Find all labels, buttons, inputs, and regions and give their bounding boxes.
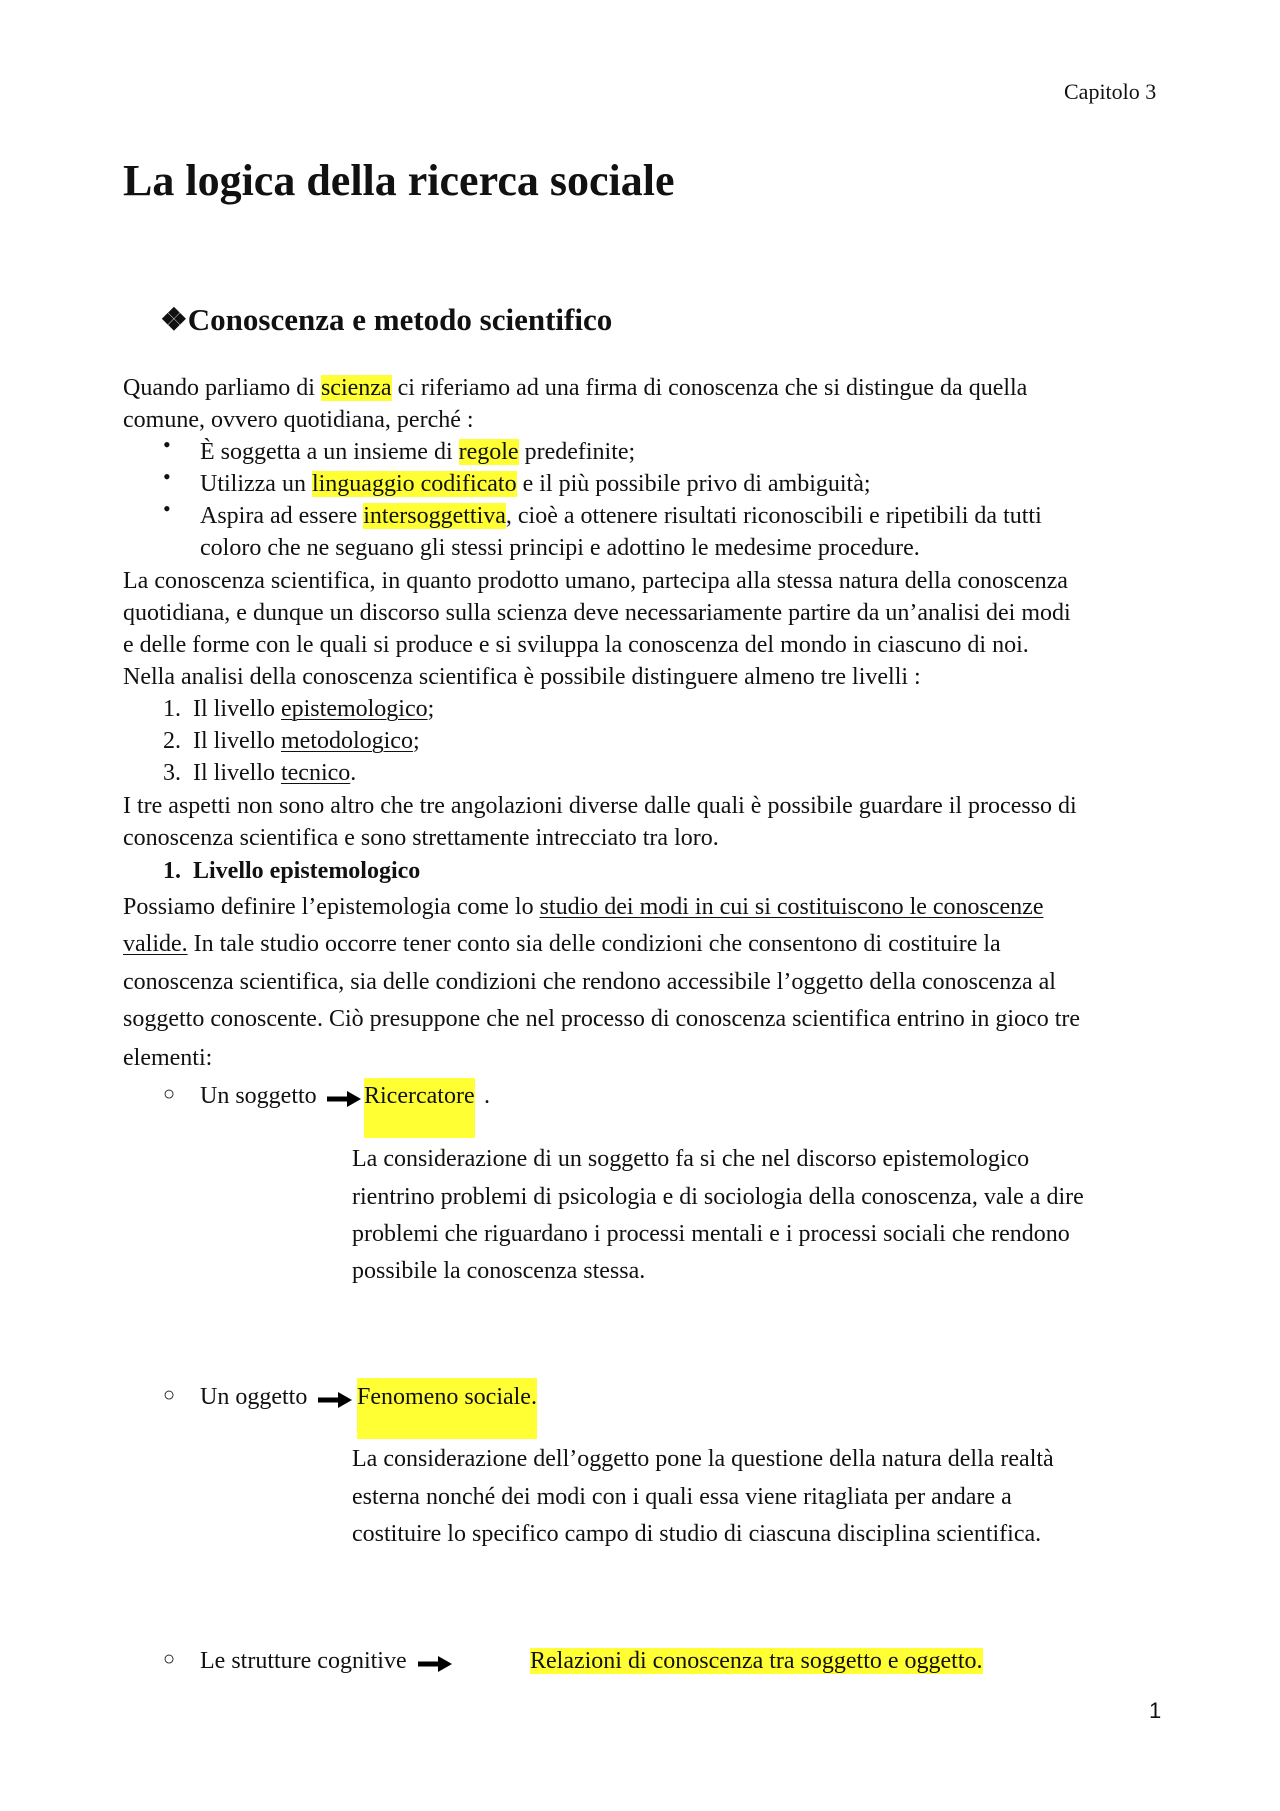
section-heading-text: Conoscenza e metodo scientifico <box>187 302 613 337</box>
list-item: Aspira ad essere intersoggettiva, cioè a ottenere risultati riconoscibili e ripetibili da tutti <box>200 503 1042 529</box>
level-item: 1. Il livello epistemologico; <box>163 696 435 722</box>
paragraph-line: conoscenza scientifica, sia delle condizioni che rendono accessibile l’oggetto della conoscenza al <box>123 969 1056 995</box>
intro-text: Quando parliamo di <box>123 375 321 401</box>
bullet-dot-icon: • <box>163 464 171 489</box>
chapter-label: Capitolo 3 <box>1064 79 1157 104</box>
element-description: La considerazione di un soggetto fa si che nel discorso epistemologico <box>352 1146 1030 1172</box>
element-label: Le strutture cognitive <box>200 1648 407 1674</box>
bullet-dot-icon: • <box>163 432 171 457</box>
element-label: Un soggetto <box>200 1083 317 1109</box>
paragraph-line: elementi: <box>123 1045 213 1071</box>
element-description: La considerazione dell’oggetto pone la questione della natura della realtà <box>352 1446 1054 1472</box>
circle-bullet-icon: ○ <box>163 1384 176 1406</box>
list-item: È soggetta a un insieme di regole predefinite; <box>200 439 636 465</box>
paragraph-line: I tre aspetti non sono altro che tre angolazioni diverse dalle quali è possibile guardare il processo di <box>123 793 1077 819</box>
subheading: 1. Livello epistemologico <box>163 858 421 884</box>
circle-bullet-icon: ○ <box>163 1648 176 1670</box>
highlight-scienza: scienza <box>320 375 392 401</box>
highlight-intersoggettiva: intersoggettiva <box>363 503 506 529</box>
list-item-continuation: coloro che ne seguano gli stessi principi e adottino le medesime procedure. <box>200 535 920 561</box>
arrow-right-icon <box>318 1392 352 1408</box>
element-description: esterna nonché dei modi con i quali essa viene ritagliata per andare a <box>352 1484 1012 1510</box>
intro-text: ci riferiamo ad una firma di conoscenza che si distingue da quella <box>391 375 1028 401</box>
highlight-ricercatore: Ricercatore <box>364 1078 475 1138</box>
element-target <box>530 1645 983 1677</box>
bullet-dot-icon: • <box>163 496 171 521</box>
highlight-fenomeno-sociale: Fenomeno sociale. <box>357 1378 537 1439</box>
arrow-right-icon <box>327 1091 361 1107</box>
page-title: La logica della ricerca sociale <box>123 156 675 205</box>
page-number: 1 <box>1149 1698 1162 1723</box>
highlight-linguaggio: linguaggio codificato <box>311 471 517 497</box>
element-description: rientrino problemi di psicologia e di sociologia della conoscenza, vale a dire <box>352 1184 1084 1210</box>
element-description: possibile la conoscenza stessa. <box>352 1258 646 1284</box>
intro-line-1 <box>123 372 1027 404</box>
level-item: 2. Il livello metodologico; <box>163 728 420 754</box>
paragraph-line: La conoscenza scientifica, in quanto prodotto umano, partecipa alla stessa natura della conoscenza <box>123 568 1068 594</box>
highlight-relazioni: Relazioni di conoscenza tra soggetto e oggetto. <box>530 1648 983 1674</box>
highlight-regole: regole <box>458 439 519 465</box>
paragraph-line: valide. In tale studio occorre tener conto sia delle condizioni che consentono di costituire la <box>123 931 1001 957</box>
element-target-punct: . <box>484 1083 490 1109</box>
element-description: costituire lo specifico campo di studio di ciascuna disciplina scientifica. <box>352 1521 1042 1547</box>
paragraph-line: Possiamo definire l’epistemologia come lo studio dei modi in cui si costituiscono le conoscenze <box>123 894 1044 920</box>
diamond-bullet-icon: ❖ <box>160 302 188 337</box>
circle-bullet-icon: ○ <box>163 1083 176 1105</box>
intro-line-2: comune, ovvero quotidiana, perché : <box>123 407 474 433</box>
list-item: Utilizza un linguaggio codificato e il più possibile privo di ambiguità; <box>200 471 871 497</box>
element-description: problemi che riguardano i processi mentali e i processi sociali che rendono <box>352 1221 1070 1247</box>
paragraph-line: e delle forme con le quali si produce e si sviluppa la conoscenza del mondo in ciascuno di noi. <box>123 632 1029 658</box>
paragraph-line: Nella analisi della conoscenza scientifica è possibile distinguere almeno tre livelli : <box>123 664 921 690</box>
paragraph-line: soggetto conoscente. Ciò presuppone che nel processo di conoscenza scientifica entrino in gioco tre <box>123 1006 1081 1032</box>
section-heading <box>160 300 612 340</box>
paragraph-line: quotidiana, e dunque un discorso sulla scienza deve necessariamente partire da un’analisi dei modi <box>123 600 1071 626</box>
paragraph-line: conoscenza scientifica e sono strettamente intrecciato tra loro. <box>123 825 719 851</box>
level-item: 3. Il livello tecnico. <box>163 760 357 786</box>
element-label: Un oggetto <box>200 1384 308 1410</box>
arrow-right-icon <box>418 1656 452 1672</box>
